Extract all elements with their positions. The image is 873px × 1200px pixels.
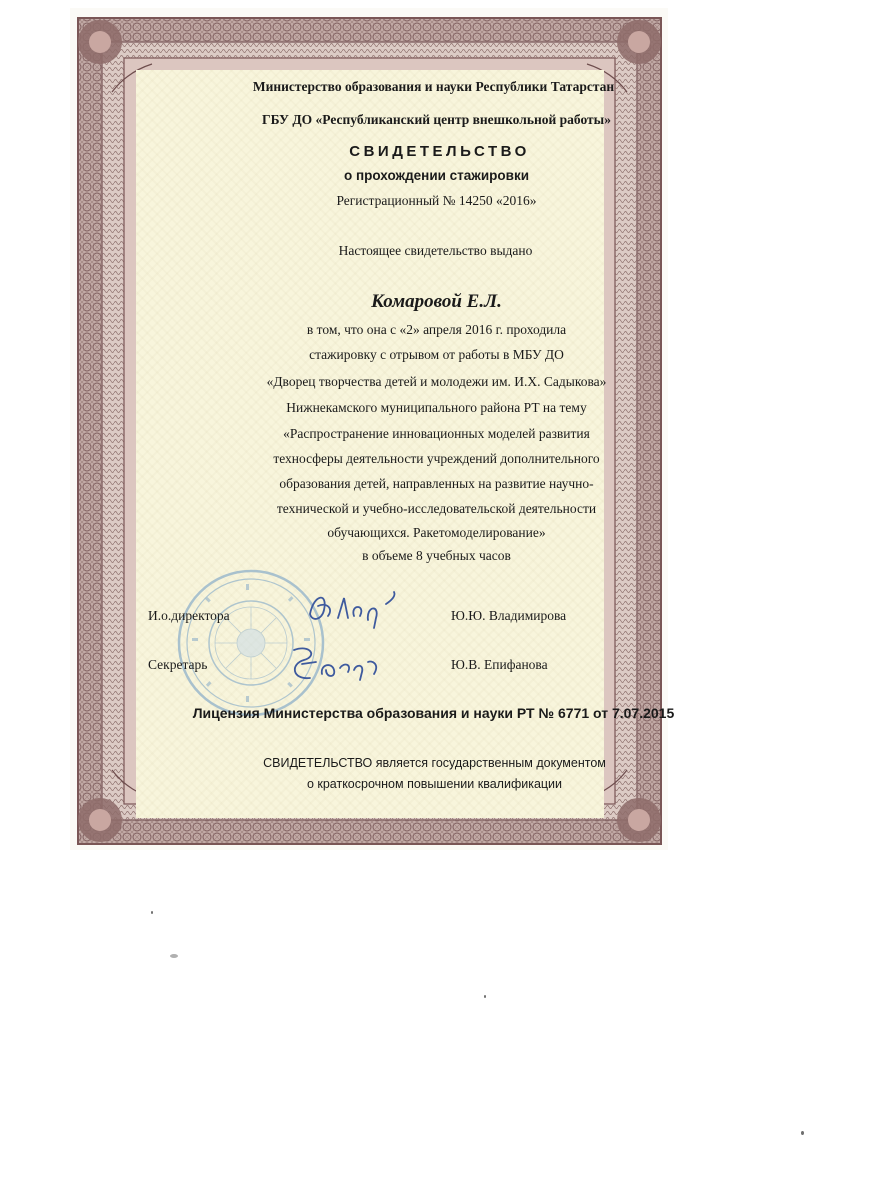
scan-speck xyxy=(151,911,153,914)
secretary-signature xyxy=(282,640,392,690)
secretary-role: Секретарь xyxy=(148,657,208,672)
issued-to-text: Настоящее свидетельство выдано xyxy=(338,243,533,258)
scan-speck xyxy=(484,995,486,998)
ministry-heading: Министерство образования и науки Республики Татарстан xyxy=(252,79,615,94)
body-line: стажировку с отрывом от работы в МБУ ДО xyxy=(309,347,564,362)
scan-speck xyxy=(170,954,178,958)
scan-speck xyxy=(801,1131,804,1135)
body-line: технической и учебно-исследовательской деятельности xyxy=(276,501,597,516)
certificate-title: СВИДЕТЕЛЬСТВО xyxy=(349,143,530,160)
secretary-name: Ю.В. Епифанова xyxy=(451,657,548,672)
body-line: «Дворец творчества детей и молодежи им. И.Х. Садыкова» xyxy=(266,374,607,389)
body-line: Нижнекамского муниципального района РТ на тему xyxy=(286,400,587,415)
registration-number: Регистрационный № 14250 «2016» xyxy=(336,193,537,208)
organization-heading: ГБУ ДО «Республиканский центр внешкольной работы» xyxy=(262,112,611,127)
footer-line: о краткосрочном повышении квалификации xyxy=(306,777,563,791)
body-line: в объеме 8 учебных часов xyxy=(362,548,511,563)
footer-line: СВИДЕТЕЛЬСТВО является государственным документом xyxy=(263,756,606,770)
license-text: Лицензия Министерства образования и науки РТ № 6771 от 7.07.2015 xyxy=(192,705,675,721)
body-line: в том, что она с «2» апреля 2016 г. проходила xyxy=(306,322,567,337)
director-signature xyxy=(300,584,420,634)
director-role: И.о.директора xyxy=(148,608,230,623)
certificate-subtitle: о прохождении стажировки xyxy=(343,168,530,183)
body-line: образования детей, направленных на развитие научно- xyxy=(279,476,594,491)
director-name: Ю.Ю. Владимирова xyxy=(451,608,567,623)
body-line: техносферы деятельности учреждений дополнительного xyxy=(273,451,600,466)
body-line: обучающихся. Ракетомоделирование» xyxy=(327,525,546,540)
body-line: «Распространение инновационных моделей развития xyxy=(283,426,590,441)
recipient-name: Комаровой Е.Л. xyxy=(371,291,502,312)
